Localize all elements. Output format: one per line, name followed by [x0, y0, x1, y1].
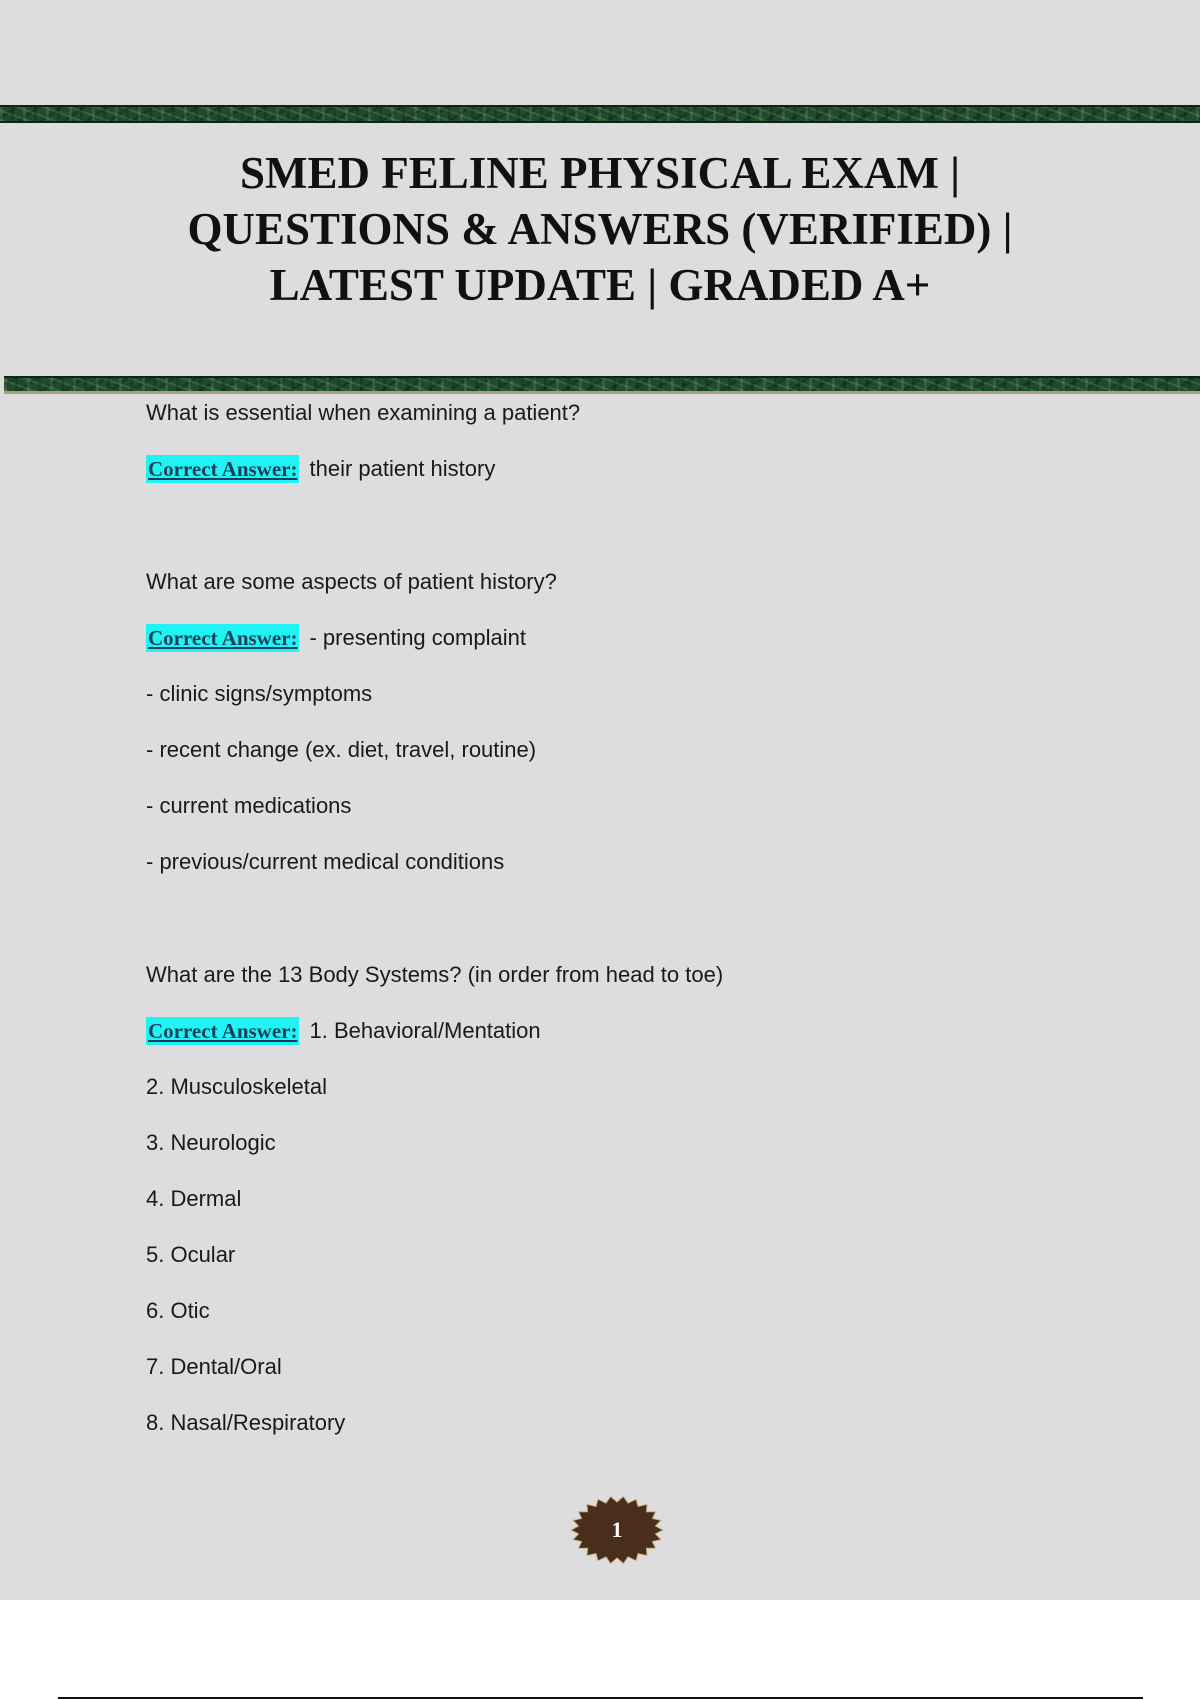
question-1: What is essential when examining a patient? [146, 400, 581, 425]
answer-1-line-1: their patient history [309, 456, 496, 481]
answer-1 [146, 455, 1106, 483]
answer-3 [146, 1017, 1106, 1045]
qa-content [146, 399, 1106, 1465]
answer-3-line-7: 7. Dental/Oral [146, 1354, 282, 1379]
correct-answer-label: Correct Answer: [148, 626, 298, 650]
answer-2-line-5: - previous/current medical conditions [146, 849, 505, 874]
page-number-badge [570, 1495, 664, 1565]
title-decorative-band [4, 376, 1200, 394]
footer-rule [58, 1697, 1143, 1699]
answer-3-line-6: 6. Otic [146, 1298, 210, 1323]
answer-3-line-2: 2. Musculoskeletal [146, 1074, 327, 1099]
answer-2-line-3: - recent change (ex. diet, travel, routine) [146, 737, 537, 762]
question-2: What are some aspects of patient history? [146, 569, 557, 594]
answer-3-line-8: 8. Nasal/Respiratory [146, 1410, 346, 1435]
answer-2-line-1: - presenting complaint [309, 625, 526, 650]
answer-3-line-1: 1. Behavioral/Mentation [309, 1018, 541, 1043]
answer-2-line-2: - clinic signs/symptoms [146, 681, 373, 706]
answer-2-line-4: - current medications [146, 793, 352, 818]
answer-3-line-5: 5. Ocular [146, 1242, 236, 1267]
answer-3-line-4: 4. Dermal [146, 1186, 242, 1211]
header-decorative-band [0, 105, 1200, 123]
page-number: 1 [611, 1517, 623, 1542]
correct-answer-label: Correct Answer: [148, 457, 298, 481]
document-title: SMED FELINE PHYSICAL EXAM | QUESTIONS & ANSWERS (VERIFIED) | LATEST UPDATE | GRADED A+ [187, 148, 1013, 310]
question-3: What are the 13 Body Systems? (in order from head to toe) [146, 962, 724, 987]
answer-3-line-3: 3. Neurologic [146, 1130, 276, 1155]
answer-2 [146, 624, 1106, 652]
correct-answer-label: Correct Answer: [148, 1019, 298, 1043]
